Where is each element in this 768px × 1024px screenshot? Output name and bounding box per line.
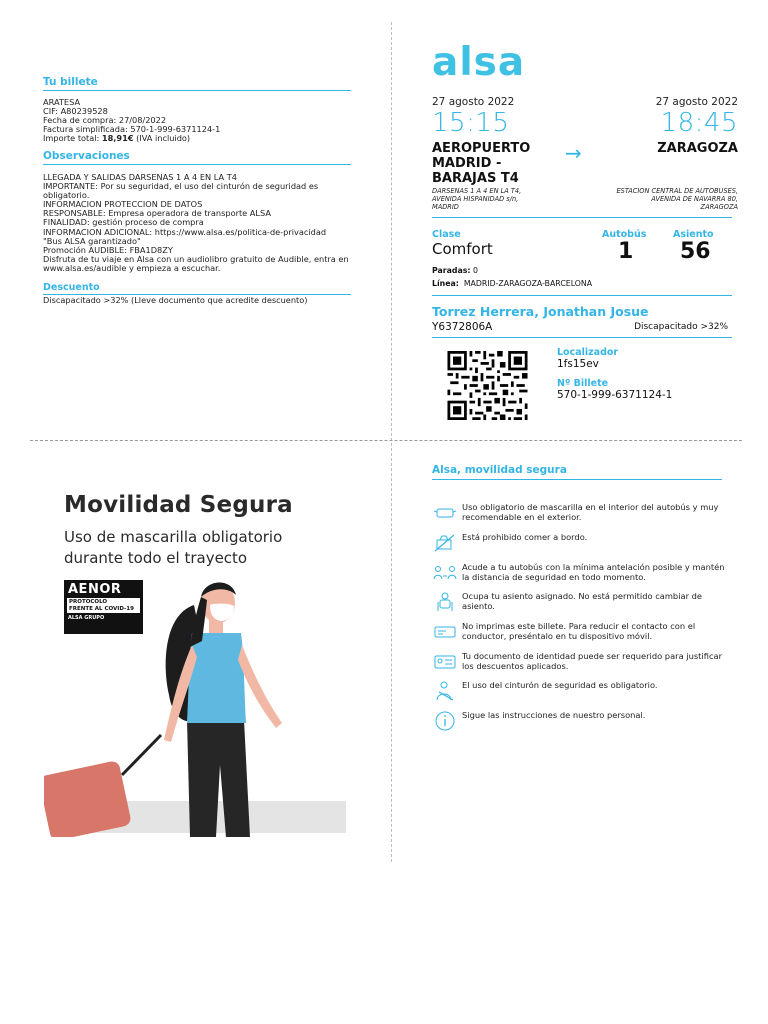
obs-line: "Bus ALSA garantizado" [43,235,141,246]
horizontal-fold-line [30,440,742,441]
vertical-fold-line [391,22,392,862]
arrival-address [616,187,738,211]
safety-text: Sigue las instrucciones de nuestro personal. [462,710,646,720]
localizador-value: 1fs15ev [557,358,599,370]
arrival-time: 18:45 [660,108,738,138]
obs-line: INFORMACION ADICIONAL: https://www.alsa.es/politica-de-privacidad [43,226,327,237]
safety-text: El uso del cinturón de seguridad es obligatorio. [462,680,658,690]
asiento-value: 56 [680,239,711,264]
tu-billete-title: Tu billete [43,76,98,88]
distance-icon [432,563,458,583]
observaciones-title: Observaciones [43,150,130,162]
clase-value: Comfort [432,240,493,258]
safety-item [432,503,732,523]
linea-label: Línea: [432,279,459,288]
alsa-logo: alsa [432,40,526,85]
arrival-address-line: ZARAGOZA [700,203,738,211]
asiento-label: Asiento [673,229,714,240]
safety-item [432,652,732,672]
safety-text: conductor, preséntalo en tu dispositivo móvil. [462,630,653,641]
seatbelt-icon [432,681,458,701]
localizador-label: Localizador [557,347,619,358]
ticket-icon [432,622,458,642]
obs-line: Disfruta de tu viaje en Alsa con un audiolibro gratuito de Audible, entra en [43,253,349,264]
obs-line: www.alsa.es/audible y empieza a escuchar. [43,262,221,273]
id-card-icon [432,652,458,672]
arrival-date: 27 agosto 2022 [655,96,738,108]
arrival-address-line: AVENIDA DE NAVARRA 80, [651,195,738,203]
importe-value: 18,91€ [101,133,134,144]
poster-subtitle-line: Uso de mascarilla obligatorio [64,528,283,546]
section-rule [43,90,351,91]
section-rule [432,295,732,296]
importe-label: Importe total: [43,133,102,144]
safety-text: la distancia de seguridad en todo momento. [462,571,646,582]
obs-line: FINALIDAD: gestión proceso de compra [43,217,204,228]
safety-item [432,622,732,642]
obs-line: INFORMACION PROTECCION DE DATOS [43,199,203,210]
linea-row [432,279,592,288]
linea-value: MADRID-ZARAGOZA-BARCELONA [463,279,593,288]
safety-item [432,681,732,701]
paradas-value: 0 [472,266,478,275]
mask-icon [432,503,458,523]
poster-title: Movilidad Segura [64,492,293,518]
company-line: ARATESA [43,97,81,107]
safety-text: Ocupa tu asiento asignado. No está permitido cambiar de [462,591,703,601]
safety-item [432,563,732,583]
safety-item [432,592,732,612]
section-rule [432,337,732,338]
autobus-value: 1 [618,239,634,264]
paradas-label: Paradas: [432,266,471,275]
departure-city-line: MADRID - [432,156,502,171]
safety-text: asiento. [462,600,495,611]
descuento-title: Descuento [43,282,100,293]
safety-item [432,711,732,731]
paradas-row [432,266,478,275]
aenor-line: FRENTE AL COVID-19 [69,605,134,612]
company-line: CIF: A80239528 [43,106,108,117]
passenger-name: Torrez Herrera, Jonathan Josue [432,304,649,319]
autobus-label: Autobús [602,229,647,240]
departure-address-line: DARSENAS 1 A 4 EN LA T4, [432,187,522,195]
importe-suffix: (IVA incluido) [133,133,191,144]
observaciones-text [43,173,349,273]
seat-icon [432,592,458,612]
departure-date: 27 agosto 2022 [432,96,515,108]
departure-city-line: AEROPUERTO [432,141,531,156]
safety-text: Uso obligatorio de mascarilla en el interior del autobús y muy [462,502,719,512]
obs-line: IMPORTANTE: Por su seguridad, el uso del cinturón de seguridad es [43,181,319,192]
safety-title: Alsa, movilidad segura [432,464,567,476]
departure-address-line: MADRID [432,203,459,211]
clase-label: Clase [432,229,461,240]
descuento-text: Discapacitado >32% (Lleve documento que acredite descuento) [43,295,308,305]
billete-value: 570-1-999-6371124-1 [557,389,673,401]
departure-address [432,187,521,211]
safety-text: Acude a tu autobús con la mínima antelación posible y mantén [462,562,725,572]
obs-line: Promoción AUDIBLE: FBA1D8ZY [43,244,173,255]
arrival-city: ZARAGOZA [657,141,738,156]
safety-text: Está prohibido comer a bordo. [462,532,588,542]
importe-line [43,134,220,143]
passenger-discount: Discapacitado >32% [634,322,728,332]
safety-text: Tu documento de identidad puede ser requerido para justificar [462,651,723,661]
section-rule [43,164,351,165]
woman-with-suitcase-illustration [44,575,348,837]
poster-subtitle [64,527,282,569]
safety-item [432,533,732,553]
company-line: Factura simplificada: 570-1-999-6371124-1 [43,124,221,135]
qr-code [446,351,529,420]
arrival-address-line: ESTACION CENTRAL DE AUTOBUSES, [616,187,738,195]
aenor-brand: AENOR [68,582,122,597]
safety-text: los descuentos aplicados. [462,660,569,671]
no-food-icon [432,533,458,553]
departure-address-line: AVENIDA HISPANIDAD s/n, [432,195,519,203]
obs-line: RESPONSABLE: Empresa operadora de transporte ALSA [43,208,271,219]
obs-line: obligatorio. [43,190,90,201]
departure-city-line: BARAJAS T4 [432,171,519,186]
poster-subtitle-line: durante todo el trayecto [64,549,248,567]
passenger-doc: Y6372806A [432,321,493,333]
route-arrow-icon: → [565,141,582,165]
billete-label: Nº Billete [557,378,609,389]
aenor-group: ALSA GRUPO [68,615,105,621]
safety-text: recomendable en el exterior. [462,511,582,522]
section-rule [432,479,722,480]
aenor-line: PROTOCOLO [69,599,108,605]
departure-time: 15:15 [432,108,510,138]
company-line: Fecha de compra: 27/08/2022 [43,115,167,126]
obs-line: LLEGADA Y SALIDAS DARSENAS 1 A 4 EN LA T4 [43,172,237,182]
info-icon [432,711,458,731]
company-info [43,98,220,143]
safety-text: No imprimas este billete. Para reducir el contacto con el [462,621,696,631]
departure-city [432,141,530,186]
section-rule [432,217,732,218]
